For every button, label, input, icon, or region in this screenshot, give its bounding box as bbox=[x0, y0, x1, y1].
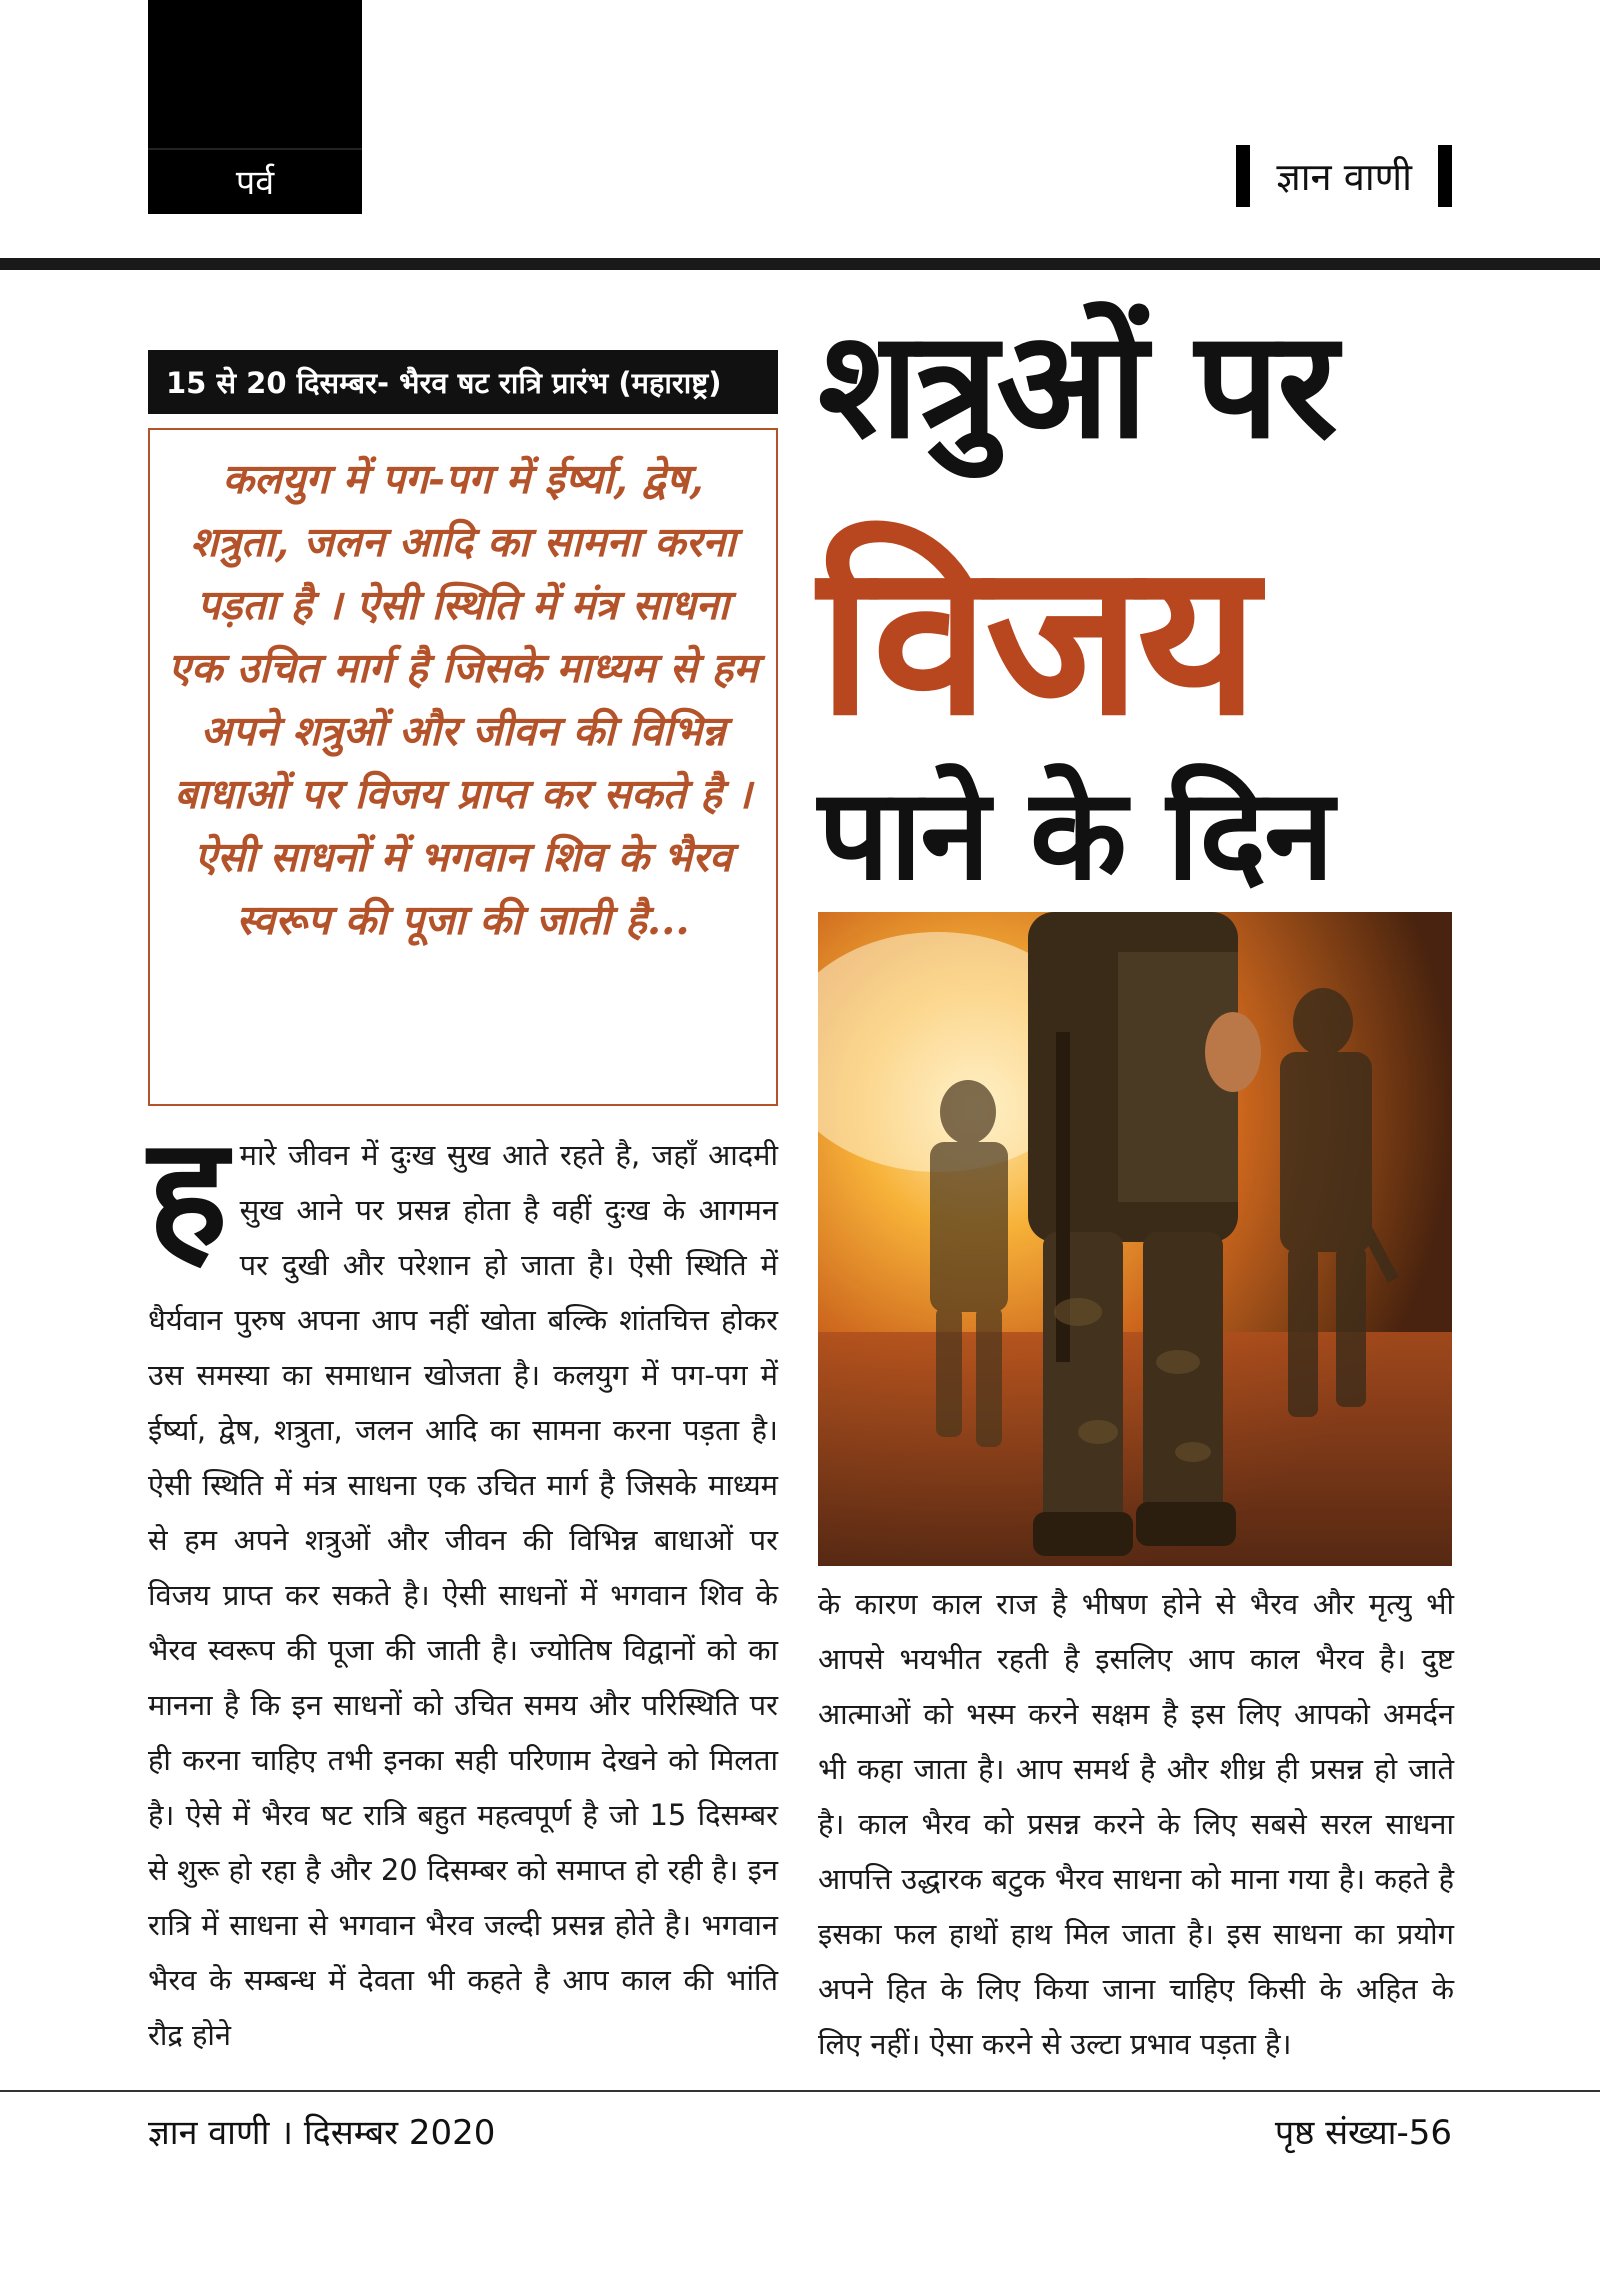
footer-publication: ज्ञान वाणी । दिसम्बर 2020 bbox=[148, 2113, 496, 2153]
bottom-rule bbox=[0, 2090, 1600, 2092]
pull-quote: कलयुग में पग-पग में ईर्ष्या, द्वेष, शत्रुता, जलन आदि का सामना करना पड़ता है । ऐसी स्थिति में मंत्र साधना एक उचित मार्ग है जिसके माध्यम से हम अपने शत्रुओं और जीवन की विभिन्न बाधाओं पर विजय प्राप्त कर सकते है । ऐसी साधनों में भगवान शिव के भैरव स्वरूप की पूजा की जाती है... bbox=[148, 428, 778, 1106]
page-number: पृष्ठ संख्या-56 bbox=[1274, 2113, 1452, 2153]
article-text-1: मारे जीवन में दुःख सुख आते रहते है, जहाँ आदमी सुख आने पर प्रसन्न होता है वहीं दुःख के आगमन पर दुखी और परेशान हो जाता है। ऐसी स्थिति में धैर्यवान पुरुष अपना आप नहीं खोता बल्कि शांतचित्त होकर उस समस्या का समाधान खोजता है। कलयुग में पग-पग में ईर्ष्या, द्वेष, शत्रुता, जलन आदि का सामना करना पड़ता है। ऐसी स्थिति में मंत्र साधना एक उचित मार्ग है जिसके माध्यम से हम अपने शत्रुओं और जीवन की विभिन्न बाधाओं पर विजय प्राप्त कर सकते है। ऐसी साधनों में भगवान शिव के भैरव स्वरूप की पूजा की जाती है। ज्योतिष विद्वानों को का मानना है कि इन साधनों को उचित समय और परिस्थिति पर ही करना चाहिए तभी इनका सही परिणाम देखने को मिलता है। ऐसे में भैरव षट रात्रि बहुत महत्वपूर्ण है जो 15 दिसम्बर से शुरू हो रहा है और 20 दिसम्बर को समाप्त हो रही है। इन रात्रि में साधना से भगवान भैरव जल्दी प्रसन्न होते है। भगवान भैरव के सम्बन्ध में देवता भी कहते है आप काल की भांति रौद्र होने bbox=[148, 1138, 778, 2052]
brand-bar-left bbox=[1236, 145, 1250, 207]
brand-name: ज्ञान वाणी bbox=[1276, 155, 1412, 199]
article-column-2: के कारण काल राज है भीषण होने से भैरव और मृत्यु भी आपसे भयभीत रहती है इसलिए आप काल भैरव है। दुष्ट आत्माओं को भस्म करने सक्षम है इस लिए आपको अमर्दन भी कहा जाता है। आप समर्थ है और शीध्र ही प्रसन्न हो जाते है। काल भैरव को प्रसन्न करने के लिए सबसे सरल साधना आपत्ति उद्धारक बटुक भैरव साधना को माना गया है। कहते है इसका फल हाथों हाथ मिल जाता है। इस साधना का प्रयोग अपने हित के लिए किया जाना चाहिए किसी के अहित के लिए नहीं। ऐसा करने से उल्टा प्रभाव पड़ता है। bbox=[818, 1587, 1454, 2061]
section-tag-divider bbox=[148, 148, 362, 150]
date-banner: 15 से 20 दिसम्बर- भैरव षट रात्रि प्रारंभ (महाराष्ट्र) bbox=[148, 350, 778, 414]
brand-bar-right bbox=[1438, 145, 1452, 207]
headline-line-2: विजय bbox=[818, 517, 1255, 762]
dropcap: ह bbox=[148, 1106, 228, 1280]
brand-header bbox=[1236, 140, 1452, 212]
headline-line-3: पाने के दिन bbox=[818, 761, 1333, 908]
article-column-1 bbox=[148, 1106, 778, 2063]
top-rule bbox=[0, 258, 1600, 270]
section-label: पर्व bbox=[235, 163, 275, 203]
headline-line-1: शत्रुओं पर bbox=[818, 299, 1336, 471]
section-tag bbox=[148, 0, 362, 214]
soldiers-walking-image bbox=[818, 912, 1452, 1566]
